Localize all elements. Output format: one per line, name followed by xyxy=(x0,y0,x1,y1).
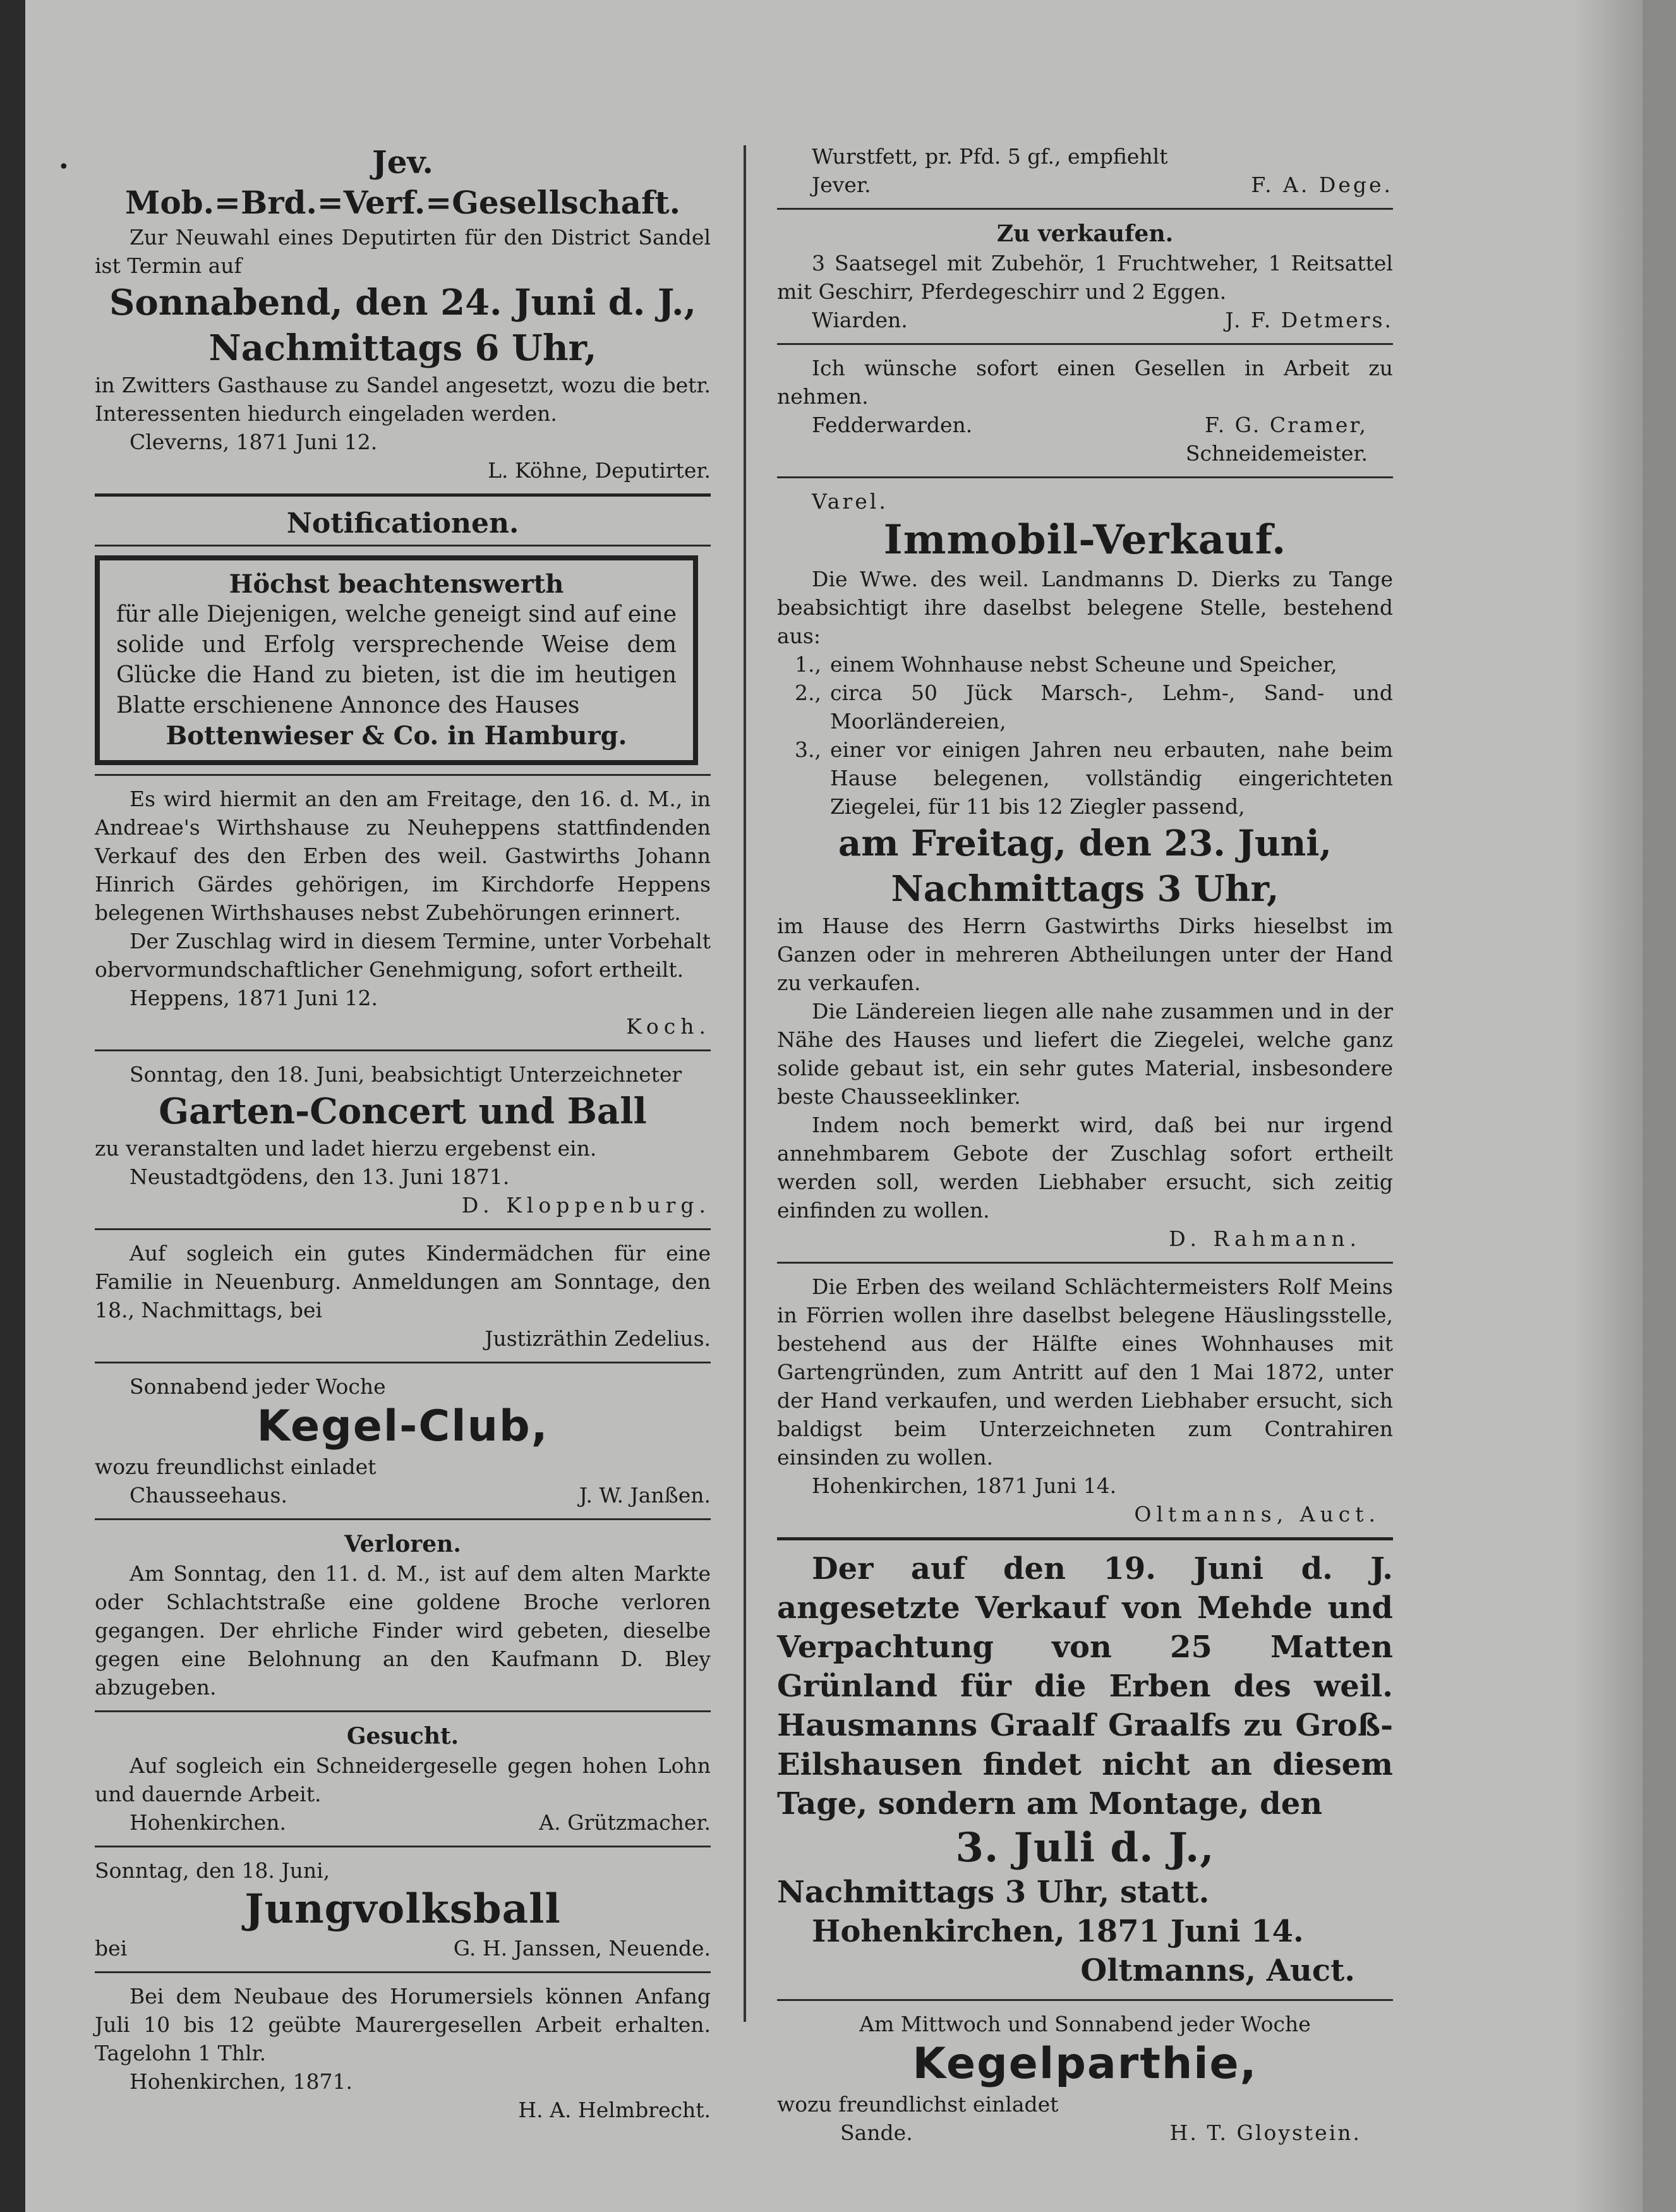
tailor-heading: Gesucht. xyxy=(346,1723,459,1750)
tailor-wanted-ad xyxy=(95,1721,711,1837)
kegel-club-ad xyxy=(95,1372,711,1509)
kegelparthie-ad xyxy=(777,2010,1393,2147)
journeyman-signature-row xyxy=(777,411,1393,439)
sausage-signature-row xyxy=(777,171,1393,199)
ball-bei: bei xyxy=(95,1936,128,1961)
tailor-place: Hohenkirchen. xyxy=(130,1810,287,1835)
left-column xyxy=(58,142,711,2130)
concert-signature: D. Kloppenburg. xyxy=(461,1193,711,1218)
journeyman-signature: F. G. Cramer, xyxy=(1204,413,1368,437)
notice-signature: L. Köhne, Deputirter. xyxy=(488,458,711,483)
concert-text-2: zu veranstalten und ladet hierzu ergebenst ein. xyxy=(95,1136,597,1161)
property-sale-ad xyxy=(777,487,1393,1253)
kegelparthie-text: Am Mittwoch und Sonnabend jeder Woche xyxy=(859,2012,1311,2036)
notice-text-2: in Zwitters Gasthause zu Sandel angesetzt, wozu die betr. Interessenten hiedurch eingeladen werden. xyxy=(95,373,711,426)
jungvolksball-ad xyxy=(95,1856,711,1962)
property-signature: D. Rahmann. xyxy=(1169,1226,1361,1251)
kegel-club-signature: J. W. Janßen. xyxy=(579,1483,711,1508)
sausage-signature: F. A. Dege. xyxy=(1251,172,1393,197)
property-text-2: im Hause des Herrn Gastwirths Dirks hieselbst im Ganzen oder in mehreren Abtheilungen unter der Hand zu verkaufen. xyxy=(777,914,1393,995)
list-item-number: 3., xyxy=(795,737,821,762)
lost-text: Am Sonntag, den 11. d. M., ist auf dem alten Markte oder Schlachtstraße eine goldene Broche verloren gegangen. Der ehrliche Finder wird gebeten, dieselbe gegen eine Belohnung an den Kaufmann D. Bley abzugeben. xyxy=(95,1561,711,1700)
sausage-fat-ad xyxy=(777,142,1393,199)
journeyman-wanted-ad xyxy=(777,354,1393,468)
masons-place-date: Hohenkirchen, 1871. xyxy=(130,2069,353,2094)
property-date: am Freitag, den 23. Juni, xyxy=(838,823,1332,864)
sale-text-2: Der Zuschlag wird in diesem Termine, unter Vorbehalt obervormundschaftlicher Genehmigung, sofort ertheilt. xyxy=(95,929,711,982)
divider xyxy=(95,545,711,547)
box-firm: Bottenwieser & Co. in Hamburg. xyxy=(166,721,627,751)
ball-headline: Jungvolksball xyxy=(244,1885,561,1933)
postponement-time: Nachmittags 3 Uhr, statt. xyxy=(777,1875,1210,1910)
ball-text: Sonntag, den 18. Juni, xyxy=(95,1858,330,1883)
journeyman-place: Fedderwarden. xyxy=(812,413,973,437)
tailor-signature-row xyxy=(95,1808,711,1837)
boxed-advertisement xyxy=(95,555,698,765)
property-text-3: Die Ländereien liegen alle nahe zusammen und in der Nähe des Hauses und liefert die Ziegelei, welche ganz solide gebaut ist, ein sehr gutes Material, insbesondere beste Chausseeklinker. xyxy=(777,999,1393,1109)
notice-date: Sonnabend, den 24. Juni d. J., xyxy=(109,282,697,323)
house-text: Die Erben des weiland Schlächtermeisters Rolf Meins in Förrien wollen ihre daselbst belegene Häuslingsstelle, bestehend aus der Hälfte eines Wohnhauses mit Gartengründen, zum Antritt auf den 1 Mai 1872, unter der Hand verkaufen, und werden Liebhaber ersucht, sich baldigst beim Unterzeichneten zum Contrahiren einsinden zu wollen. xyxy=(777,1274,1393,1470)
postponement-text: Der auf den 19. Juni d. J. angesetzte Verkauf von Mehde und Verpachtung von 25 Matten Grünland für die Erben des weil. Hausmanns Graalf Graalfs zu Groß-Eilshausen findet nicht an diesem Tage, sondern am Montage, den xyxy=(777,1551,1393,1822)
ball-signature-row xyxy=(95,1934,711,1962)
concert-place-date: Neustadtgödens, den 13. Juni 1871. xyxy=(130,1164,510,1189)
masons-signature: H. A. Helmbrecht. xyxy=(518,2098,711,2122)
nanny-text: Auf sogleich ein gutes Kindermädchen für eine Familie in Neuenburg. Anmeldungen am Sonntage, den 18., Nachmittags, bei xyxy=(95,1241,711,1322)
sausage-place: Jever. xyxy=(812,172,871,197)
kegelparthie-text-2: wozu freundlichst einladet xyxy=(777,2092,1059,2117)
postponement-place-date: Hohenkirchen, 1871 Juni 14. xyxy=(812,1914,1304,1949)
notice-text: Zur Neuwahl eines Deputirten für den District Sandel ist Termin auf xyxy=(95,225,711,278)
for-sale-heading: Zu verkaufen. xyxy=(996,221,1174,247)
concert-text: Sonntag, den 18. Juni, beabsichtigt Unterzeichneter xyxy=(130,1062,682,1087)
divider xyxy=(777,1999,1393,2001)
property-place: Varel. xyxy=(812,489,888,514)
house-place-date: Hohenkirchen, 1871 Juni 14. xyxy=(812,1473,1117,1498)
journeyman-signature-2: Schneidemeister. xyxy=(1185,441,1368,466)
for-sale-ad xyxy=(777,219,1393,334)
tailor-signature: A. Grützmacher. xyxy=(539,1810,711,1835)
nanny-signature: Justizräthin Zedelius. xyxy=(485,1326,711,1351)
kegel-club-text: Sonnabend jeder Woche xyxy=(130,1374,386,1399)
for-sale-text: 3 Saatsegel mit Zubehör, 1 Fruchtweher, 1 Reitsattel mit Geschirr, Pferdegeschirr und 2 Eggen. xyxy=(777,251,1393,304)
property-text-4: Indem noch bemerkt wird, daß bei nur irgend annehmbarem Gebote der Zuschlag sofort ertheilt werden soll, werden Liebhaber ersucht, sich zeitig einfinden zu wollen. xyxy=(777,1113,1393,1223)
right-column xyxy=(777,142,1393,2153)
sale-reminder xyxy=(95,785,711,1041)
notice-title: Jev. Mob.=Brd.=Verf.=Gesellschaft. xyxy=(124,143,681,221)
divider xyxy=(95,1971,711,1973)
divider xyxy=(777,1262,1393,1264)
journeyman-text: Ich wünsche sofort einen Gesellen in Arbeit zu nehmen. xyxy=(777,356,1393,409)
masons-text: Bei dem Neubaue des Horumersiels können Anfang Juli 10 bis 12 geübte Maurergesellen Arbeit erhalten. Tagelohn 1 Thlr. xyxy=(95,1984,711,2065)
divider xyxy=(95,1846,711,1847)
notificationen-heading: Notificationen. xyxy=(286,507,519,540)
postponement-date: 3. Juli d. J., xyxy=(955,1824,1215,1871)
for-sale-signature-row xyxy=(777,306,1393,334)
book-spine-edge xyxy=(0,0,25,2212)
divider xyxy=(777,208,1393,210)
nanny-wanted-ad xyxy=(95,1239,711,1353)
property-time: Nachmittags 3 Uhr, xyxy=(891,868,1279,910)
lost-brooch-ad xyxy=(95,1529,711,1701)
property-headline: Immobil-Verkauf. xyxy=(883,516,1287,564)
page-edge xyxy=(1643,0,1676,2212)
postponement-notice xyxy=(777,1549,1393,1990)
house-sale-ad xyxy=(777,1272,1393,1528)
divider xyxy=(95,493,711,497)
property-list xyxy=(777,650,1393,821)
kegel-club-place: Chausseehaus. xyxy=(130,1483,287,1508)
divider xyxy=(95,1710,711,1712)
divider xyxy=(95,1049,711,1051)
kegelparthie-signature-row xyxy=(777,2118,1393,2147)
garden-concert-ad xyxy=(95,1060,711,1219)
divider xyxy=(95,1228,711,1230)
sausage-text: Wurstfett, pr. Pfd. 5 gf., empfiehlt xyxy=(812,144,1168,169)
box-title: Höchst beachtenswerth xyxy=(229,569,564,599)
list-item-number: 2., xyxy=(795,680,821,705)
kegel-club-text-2: wozu freundlichst einladet xyxy=(95,1454,377,1479)
lost-heading: Verloren. xyxy=(344,1531,461,1557)
divider xyxy=(777,476,1393,478)
notice-place-date: Cleverns, 1871 Juni 12. xyxy=(130,430,378,454)
property-text: Die Wwe. des weil. Landmanns D. Dierks zu Tange beabsichtigt ihre daselbst belegene Stelle, bestehend aus: xyxy=(777,567,1393,648)
list-item-text: circa 50 Jück Marsch-, Lehm-, Sand- und Moorländereien, xyxy=(830,680,1393,734)
divider xyxy=(95,1362,711,1363)
for-sale-signature: J. F. Detmers. xyxy=(1225,308,1393,332)
kegelparthie-headline: Kegelparthie, xyxy=(912,2039,1258,2089)
column-rule xyxy=(744,145,746,2022)
page-shadow xyxy=(1573,0,1643,2212)
list-item-text: einer vor einigen Jahren neu erbauten, nahe beim Hause belegenen, vollständig eingerichteten Ziegelei, für 11 bis 12 Ziegler passend, xyxy=(830,737,1393,819)
kegelparthie-place: Sande. xyxy=(840,2120,913,2145)
postponement-signature: Oltmanns, Auct. xyxy=(1080,1953,1355,1988)
for-sale-place: Wiarden. xyxy=(812,308,908,332)
divider xyxy=(777,343,1393,345)
divider xyxy=(95,774,711,776)
list-item xyxy=(777,679,1393,735)
concert-headline: Garten-Concert und Ball xyxy=(159,1091,647,1132)
list-item-number: 1., xyxy=(795,652,821,677)
bullet-mark: • xyxy=(58,156,69,178)
list-item xyxy=(777,735,1393,821)
sale-place-date: Heppens, 1871 Juni 12. xyxy=(130,986,378,1010)
sale-text: Es wird hiermit an den am Freitage, den 16. d. M., in Andreae's Wirthshause zu Neuheppens stattfindenden Verkauf des den Erben des weil. Gastwirths Johann Hinrich Gärdes gehörigen, im Kirchdorfe Heppens belegenen Wirthshauses nebst Zubehörungen erinnert. xyxy=(95,787,711,925)
kegel-club-signature-row xyxy=(95,1481,711,1509)
sale-signature: Koch. xyxy=(626,1014,711,1039)
ball-signature: G. H. Janssen, Neuende. xyxy=(453,1936,711,1961)
tailor-text: Auf sogleich ein Schneidergeselle gegen hohen Lohn und dauernde Arbeit. xyxy=(95,1753,711,1806)
masons-wanted-ad xyxy=(95,1982,711,2124)
house-signature: Oltmanns, Auct. xyxy=(1134,1502,1380,1526)
box-text: für alle Diejenigen, welche geneigt sind auf eine solide und Erfolg versprechende Weise dem Glücke die Hand zu bieten, ist die im heutigen Blatte erschienene Annonce des Hauses xyxy=(116,601,677,718)
kegelparthie-signature: H. T. Gloystein. xyxy=(1169,2120,1361,2145)
divider xyxy=(777,1537,1393,1540)
divider xyxy=(95,1518,711,1520)
list-item xyxy=(777,650,1393,679)
insurance-notice xyxy=(58,142,711,485)
notice-time: Nachmittags 6 Uhr, xyxy=(208,327,597,369)
list-item-text: einem Wohnhause nebst Scheune und Speicher, xyxy=(830,652,1337,677)
kegel-club-headline: Kegel-Club, xyxy=(256,1401,549,1451)
